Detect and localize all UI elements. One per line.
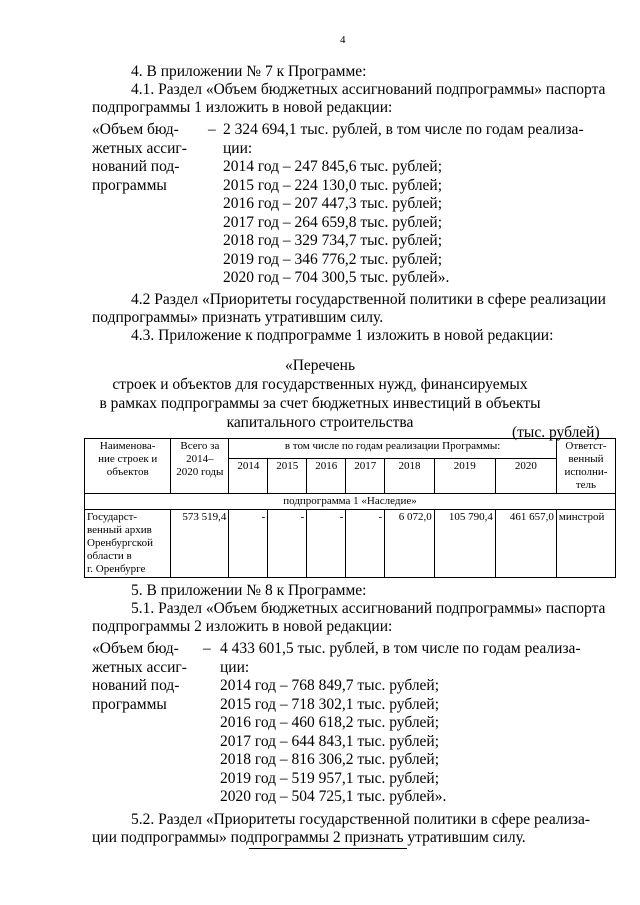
para-5-1-line1: 5.1. Раздел «Объем бюджетных ассигнований подпрограммы» паспорта [131, 600, 606, 617]
budget-dash: – [208, 121, 216, 138]
budget-amount-line: ции: [220, 658, 250, 676]
header-year: 2016 [307, 459, 346, 494]
budget-amount-line: 2014 год – 247 845,6 тыс. рублей; [223, 158, 443, 175]
budget-amount-line: ции: [223, 139, 253, 157]
row-value-2015: - [268, 510, 307, 578]
para-4-3: 4.3. Приложение к подпрограмме 1 изложить в новой редакции: [131, 327, 554, 344]
budget-amount-line: 2018 год – 329 734,7 тыс. рублей; [223, 232, 443, 249]
objects-table [84, 438, 616, 578]
list-title-line3: в рамках подпрограммы за счет бюджетных инвестиций в объекты [99, 395, 541, 412]
header-years-group: в том числе по годам реализации Программы: [229, 439, 557, 459]
list-title-line4: капитального строительства [226, 414, 414, 431]
header-year: 2017 [346, 459, 385, 494]
budget-amount-line: 2016 год – 460 618,2 тыс. рублей; [220, 714, 440, 731]
budget-dash: – [203, 640, 211, 657]
para-4-1-line2: подпрограммы 1 изложить в новой редакции: [92, 99, 393, 116]
section-subprogram-1: подпрограмма 1 «Наследие» [85, 494, 616, 510]
page-number: 4 [340, 34, 346, 46]
row-responsible: минстрой [556, 510, 615, 578]
header-total: Всего за 2014– 2020 годы [171, 439, 229, 494]
header-year: 2018 [385, 459, 435, 494]
budget-amount-line: 2017 год – 264 659,8 тыс. рублей; [223, 213, 443, 231]
row-value-2017: - [346, 510, 385, 578]
budget-amount-line: 2020 год – 704 300,5 тыс. рублей». [223, 269, 450, 286]
para-5-2-line2: ции подпрограммы» подпрограммы 2 признать утратившим силу. [92, 829, 526, 846]
table-row [85, 510, 616, 578]
budget-amount-line: 2014 год – 768 849,7 тыс. рублей; [220, 677, 440, 694]
units-note: (тыс. рублей) [512, 424, 600, 441]
para-4-2-line2: подпрограммы» признать утратившим силу. [92, 309, 384, 326]
row-object-name: Государст- венный архив Оренбургской области в г. Оренбурге [85, 510, 171, 578]
end-rule [249, 848, 407, 849]
budget-amount-line: 2015 год – 718 302,1 тыс. рублей; [220, 695, 440, 713]
list-title-line2: строек и объектов для государственных нужд, финансируемых [112, 376, 528, 393]
row-total: 573 519,4 [171, 510, 229, 578]
budget-amount-line: 2017 год – 644 843,1 тыс. рублей; [220, 732, 440, 750]
budget-amount-line: 4 433 601,5 тыс. рублей, в том числе по годам реализа- [220, 640, 581, 657]
budget-amount-line: 2019 год – 346 776,2 тыс. рублей; [223, 250, 443, 268]
budget-label-line: программы [92, 695, 167, 713]
row-value-2016: - [307, 510, 346, 578]
para-5-2-line1: 5.2. Раздел «Приоритеты государственной политики в сфере реализа- [131, 811, 591, 828]
table-header-row [85, 439, 616, 459]
budget-label-line: программы [92, 176, 167, 194]
header-responsible: Ответст- венный исполни- тель [556, 439, 615, 494]
list-title-line1: «Перечень [284, 357, 356, 374]
para-4-1-line1: 4.1. Раздел «Объем бюджетных ассигнований подпрограммы» паспорта [131, 81, 606, 98]
table-section-row [85, 494, 616, 510]
row-value-2020: 461 657,0 [495, 510, 556, 578]
row-value-2018: 6 072,0 [385, 510, 435, 578]
budget-label-line: жетных ассиг- [92, 658, 187, 676]
header-name: Наименова- ние строек и объектов [85, 439, 171, 494]
budget-amount-line: 2016 год – 207 447,3 тыс. рублей; [223, 195, 443, 212]
budget-amount-line: 2018 год – 816 306,2 тыс. рублей; [220, 751, 440, 768]
budget-amount-line: 2019 год – 519 957,1 тыс. рублей; [220, 769, 440, 787]
budget-label-line: нований под- [92, 677, 180, 694]
section-5-heading: 5. В приложении № 8 к Программе: [131, 582, 367, 599]
row-value-2014: - [229, 510, 268, 578]
budget-amount-line: 2015 год – 224 130,0 тыс. рублей; [223, 176, 443, 194]
section-4-heading: 4. В приложении № 7 к Программе: [131, 63, 367, 80]
para-4-2-line1: 4.2 Раздел «Приоритеты государственной политики в сфере реализации [131, 291, 606, 308]
header-year: 2019 [434, 459, 495, 494]
para-5-1-line2: подпрограммы 2 изложить в новой редакции: [92, 618, 393, 635]
budget-label-line: нований под- [92, 158, 180, 175]
budget-label-line: жетных ассиг- [92, 139, 187, 157]
budget-label-line: «Объем бюд- [92, 640, 179, 657]
header-year: 2020 [495, 459, 556, 494]
budget-amount-line: 2020 год – 504 725,1 тыс. рублей». [220, 788, 447, 805]
budget-amount-line: 2 324 694,1 тыс. рублей, в том числе по годам реализа- [223, 121, 584, 138]
budget-label-line: «Объем бюд- [92, 121, 179, 138]
header-year: 2015 [268, 459, 307, 494]
header-year: 2014 [229, 459, 268, 494]
row-value-2019: 105 790,4 [434, 510, 495, 578]
